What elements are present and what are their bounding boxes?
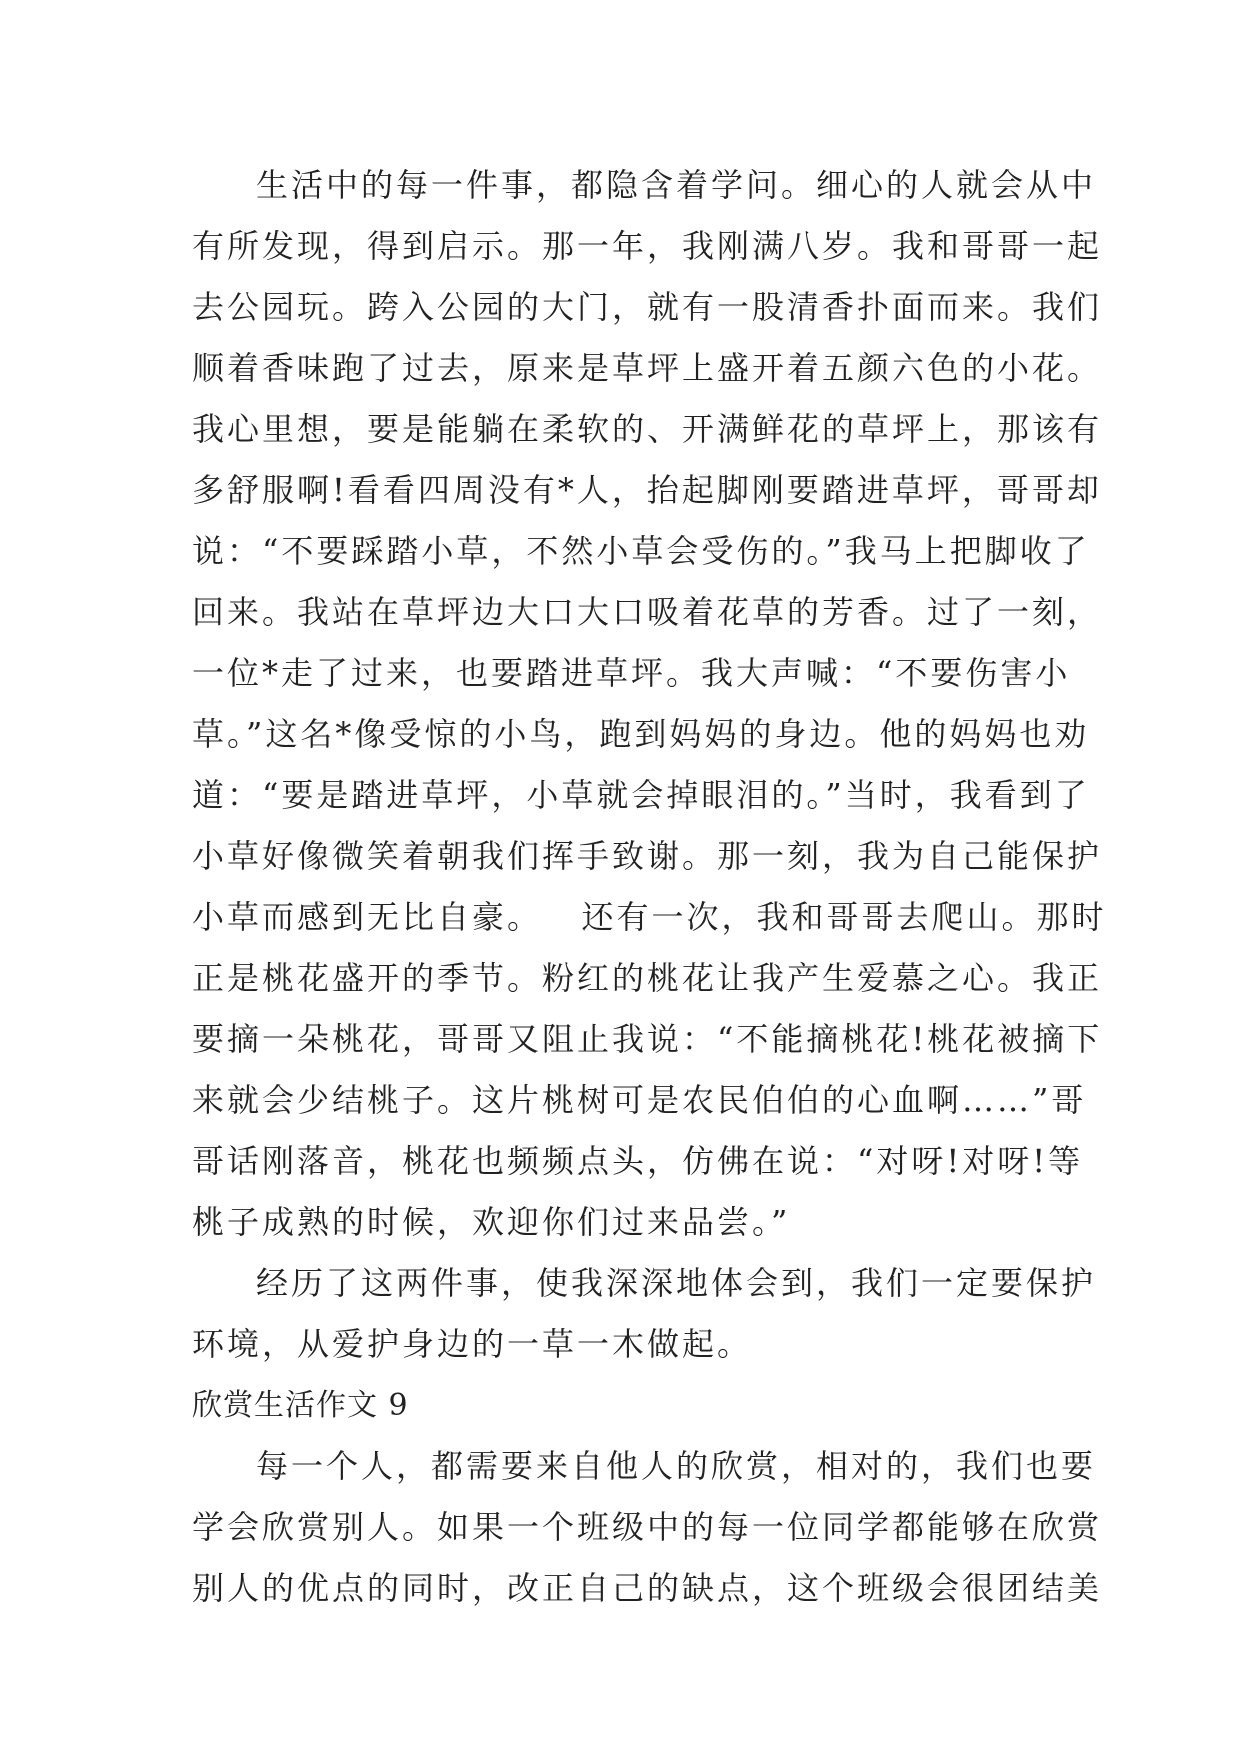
text-line: 小草而感到无比自豪。 还有一次，我和哥哥去爬山。那时: [192, 898, 1107, 936]
text-line: 桃子成熟的时候，欢迎你们过来品尝。”: [192, 1203, 791, 1241]
text-line: 去公园玩。跨入公园的大门，就有一股清香扑面而来。我们: [192, 288, 1103, 326]
text-line: 顺着香味跑了过去，原来是草坪上盛开着五颜六色的小花。: [192, 349, 1103, 387]
text-line: 学会欣赏别人。如果一个班级中的每一位同学都能够在欣赏: [192, 1508, 1103, 1546]
text-line: 一位*走了过来，也要踏进草坪。我大声喊：“不要伤害小: [192, 654, 1071, 692]
text-line: 经历了这两件事，使我深深地体会到，我们一定要保护: [256, 1264, 1097, 1302]
text-line: 小草好像微笑着朝我们挥手致谢。那一刻，我为自己能保护: [192, 837, 1103, 875]
text-line: 生活中的每一件事，都隐含着学问。细心的人就会从中: [256, 166, 1097, 204]
paragraph-conclusion: [192, 1253, 1097, 1375]
text-line: 道：“要是踏进草坪，小草就会掉眼泪的。”当时，我看到了: [192, 776, 1090, 814]
paragraph-second-essay-body: [192, 1436, 1103, 1619]
text-line: 要摘一朵桃花，哥哥又阻止我说：“不能摘桃花!桃花被摘下: [192, 1020, 1103, 1058]
text-line: 有所发现，得到启示。那一年，我刚满八岁。我和哥哥一起: [192, 227, 1103, 265]
document-body: [192, 155, 1107, 1619]
text-line: 正是桃花盛开的季节。粉红的桃花让我产生爱慕之心。我正: [192, 959, 1103, 997]
text-line: 草。”这名*像受惊的小鸟，跑到妈妈的身边。他的妈妈也劝: [192, 715, 1090, 753]
text-line: 我心里想，要是能躺在柔软的、开满鲜花的草坪上，那该有: [192, 410, 1103, 448]
section-heading: 欣赏生活作文 9: [192, 1388, 409, 1423]
text-line: 回来。我站在草坪边大口大口吸着花草的芳香。过了一刻，: [192, 593, 1103, 631]
text-line: 说：“不要踩踏小草，不然小草会受伤的。”我马上把脚收了: [192, 532, 1090, 570]
text-line: 来就会少结桃子。这片桃树可是农民伯伯的心血啊……”哥: [192, 1081, 1087, 1119]
text-line: 每一个人，都需要来自他人的欣赏，相对的，我们也要: [256, 1447, 1097, 1485]
text-line: 别人的优点的同时，改正自己的缺点，这个班级会很团结美: [192, 1569, 1103, 1607]
paragraph-first-essay-body: [192, 155, 1107, 1253]
text-line: 环境，从爱护身边的一草一木做起。: [192, 1325, 753, 1363]
text-line: 多舒服啊!看看四周没有*人，抬起脚刚要踏进草坪，哥哥却: [192, 471, 1102, 509]
text-line: 哥话刚落音，桃花也频频点头，仿佛在说：“对呀!对呀!等: [192, 1142, 1084, 1180]
